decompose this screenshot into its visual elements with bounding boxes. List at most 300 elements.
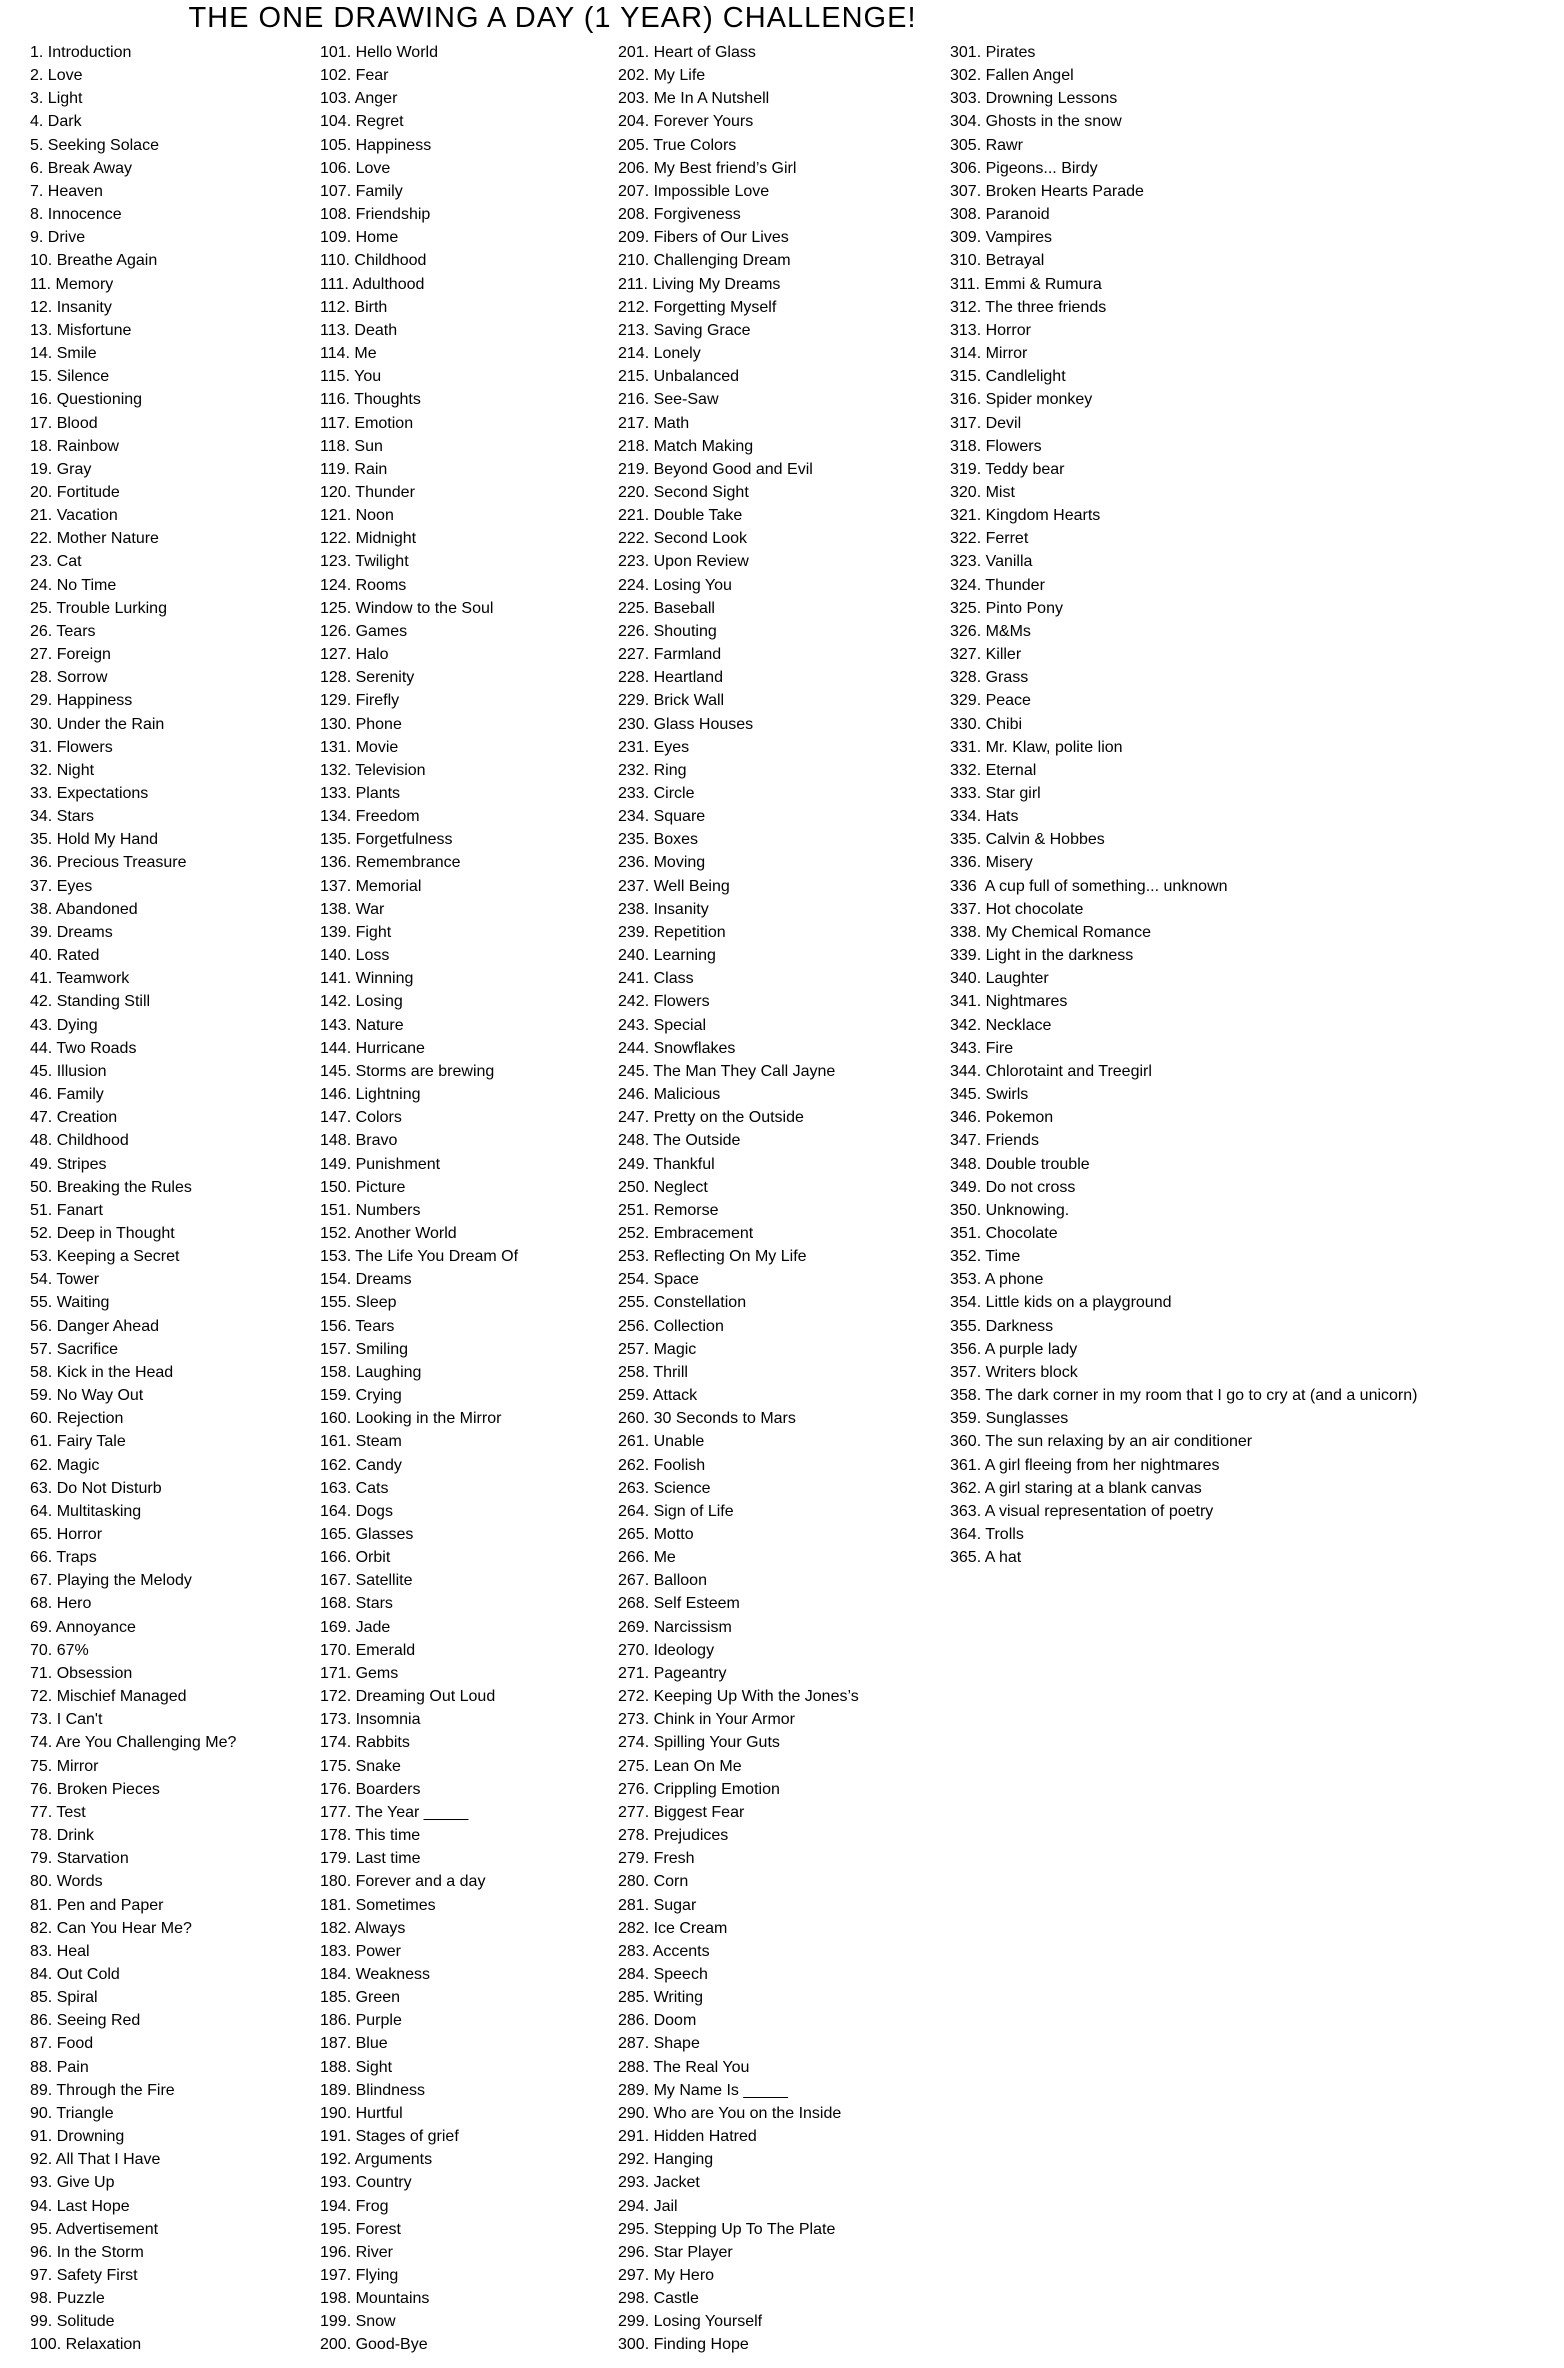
challenge-list-item: 211. Living My Dreams [618, 275, 781, 293]
challenge-list-item: 261. Unable [618, 1433, 705, 1451]
challenge-list-item: 156. Tears [320, 1317, 395, 1335]
challenge-list-item: 170. Emerald [320, 1641, 416, 1659]
challenge-list-item: 271. Pageantry [618, 1664, 727, 1682]
challenge-list-item: 58. Kick in the Head [30, 1363, 174, 1381]
challenge-list-item: 205. True Colors [618, 136, 737, 154]
challenge-list-item: 315. Candlelight [950, 368, 1066, 386]
challenge-list-item: 151. Numbers [320, 1201, 421, 1219]
challenge-list-item: 201. Heart of Glass [618, 44, 756, 61]
challenge-list-item: 248. The Outside [618, 1132, 741, 1150]
challenge-list-item: 12. Insanity [30, 298, 112, 316]
challenge-list-item: 28. Sorrow [30, 669, 108, 687]
challenge-list-item: 297. My Hero [618, 2267, 715, 2284]
challenge-list-item: 56. Danger Ahead [30, 1317, 159, 1335]
challenge-list-item: 110. Childhood [320, 252, 427, 270]
challenge-list-item: 312. The three friends [950, 298, 1107, 316]
challenge-list-item: 199. Snow [320, 2313, 396, 2331]
challenge-list-item: 144. Hurricane [320, 1039, 425, 1057]
challenge-list-item: 295. Stepping Up To The Plate [618, 2220, 836, 2238]
challenge-list-item: 24. No Time [30, 576, 117, 594]
challenge-list-item: 242. Flowers [618, 993, 710, 1011]
challenge-list-item: 292. Hanging [618, 2151, 714, 2169]
challenge-list-item: 258. Thrill [618, 1363, 688, 1381]
challenge-list-item: 251. Remorse [618, 1201, 719, 1219]
challenge-list-item: 102. Fear [320, 67, 389, 85]
challenge-list-item: 302. Fallen Angel [950, 67, 1074, 85]
challenge-list-item: 283. Accents [618, 1942, 710, 1960]
challenge-list-item: 274. Spilling Your Guts [618, 1734, 780, 1752]
challenge-list-item: 23. Cat [30, 553, 82, 571]
challenge-list-item: 314. Mirror [950, 345, 1028, 363]
challenge-list-item: 73. I Can't [30, 1711, 103, 1729]
challenge-list-item: 364. Trolls [950, 1526, 1024, 1543]
challenge-list-item: 161. Steam [320, 1433, 402, 1451]
challenge-list-item: 357. Writers block [950, 1363, 1078, 1381]
challenge-list-item: 280. Corn [618, 1873, 689, 1891]
challenge-list-item: 87. Food [30, 2035, 94, 2053]
challenge-list-item: 32. Night [30, 761, 95, 779]
challenge-list-item: 139. Fight [320, 923, 392, 941]
challenge-list-item: 63. Do Not Disturb [30, 1479, 162, 1497]
challenge-list-item: 140. Loss [320, 947, 390, 965]
challenge-list-item: 78. Drink [30, 1827, 95, 1845]
challenge-list-item: 318. Flowers [950, 437, 1042, 455]
challenge-list-item: 61. Fairy Tale [30, 1433, 126, 1451]
challenge-list-item: 186. Purple [320, 2012, 402, 2030]
challenge-list-item: 285. Writing [618, 1989, 704, 2007]
challenge-list-item: 79. Starvation [30, 1850, 129, 1868]
challenge-list-item: 131. Movie [320, 738, 399, 756]
challenge-list-item: 168. Stars [320, 1595, 393, 1613]
challenge-list-item: 335. Calvin & Hobbes [950, 831, 1105, 849]
page-title: THE ONE DRAWING A DAY (1 YEAR) CHALLENGE! [188, 2, 917, 34]
challenge-list-item: 356. A purple lady [950, 1340, 1078, 1358]
challenge-list-item: 294. Jail [618, 2197, 678, 2215]
challenge-list-item: 19. Gray [30, 460, 92, 478]
challenge-list-item: 76. Broken Pieces [30, 1780, 160, 1798]
challenge-list-item: 299. Losing Yourself [618, 2313, 763, 2331]
challenge-list-item: 342. Necklace [950, 1016, 1052, 1034]
challenge-list-item: 276. Crippling Emotion [618, 1780, 780, 1798]
challenge-list-item: 327. Killer [950, 646, 1022, 664]
challenge-list-item: 359. Sunglasses [950, 1410, 1069, 1428]
challenge-list-item: 239. Repetition [618, 923, 726, 941]
challenge-list-item: 216. See-Saw [618, 391, 719, 409]
challenge-list-item: 304. Ghosts in the snow [950, 113, 1122, 131]
challenge-list-item: 286. Doom [618, 2012, 697, 2030]
challenge-list-item: 95. Advertisement [30, 2220, 159, 2238]
challenge-list-item: 284. Speech [618, 1965, 708, 1983]
challenge-list-item: 331. Mr. Klaw, polite lion [950, 738, 1123, 756]
challenge-list-item: 313. Horror [950, 321, 1031, 339]
challenge-list-item: 339. Light in the darkness [950, 947, 1134, 965]
challenge-list-item: 31. Flowers [30, 738, 113, 756]
challenge-list-item: 195. Forest [320, 2220, 401, 2238]
challenge-list-item: 177. The Year _____ [320, 1803, 469, 1821]
challenge-list-item: 22. Mother Nature [30, 530, 159, 548]
challenge-list-item: 148. Bravo [320, 1132, 398, 1150]
challenge-list-item: 325. Pinto Pony [950, 599, 1063, 617]
challenge-column-3 [618, 41, 859, 2357]
challenge-list-item: 159. Crying [320, 1387, 402, 1405]
challenge-list-item: 171. Gems [320, 1664, 399, 1682]
challenge-list-item: 246. Malicious [618, 1086, 721, 1104]
challenge-list-item: 71. Obsession [30, 1664, 133, 1682]
challenge-list-item: 226. Shouting [618, 622, 717, 640]
challenge-list-item: 101. Hello World [320, 44, 438, 61]
challenge-list-item: 99. Solitude [30, 2313, 115, 2331]
challenge-list-item: 65. Horror [30, 1526, 103, 1543]
challenge-list-item: 158. Laughing [320, 1363, 422, 1381]
challenge-list-item: 262. Foolish [618, 1456, 706, 1474]
challenge-list-item: 83. Heal [30, 1942, 90, 1960]
challenge-list-item: 317. Devil [950, 414, 1022, 432]
challenge-list-item: 62. Magic [30, 1456, 100, 1474]
challenge-list-item: 278. Prejudices [618, 1827, 729, 1845]
challenge-list-item: 97. Safety First [30, 2267, 138, 2284]
challenge-list-item: 228. Heartland [618, 669, 723, 687]
challenge-list-item: 107. Family [320, 182, 403, 200]
challenge-list-item: 219. Beyond Good and Evil [618, 460, 813, 478]
challenge-list-item: 154. Dreams [320, 1271, 412, 1289]
challenge-list-item: 164. Dogs [320, 1502, 393, 1520]
challenge-list-item: 4. Dark [30, 113, 82, 131]
challenge-list-item: 176. Boarders [320, 1780, 421, 1798]
challenge-list-item: 197. Flying [320, 2267, 399, 2284]
challenge-list-item: 349. Do not cross [950, 1178, 1076, 1196]
challenge-list-item: 231. Eyes [618, 738, 690, 756]
challenge-list-item: 332. Eternal [950, 761, 1037, 779]
challenge-list-item: 319. Teddy bear [950, 460, 1065, 478]
challenge-list-item: 336 A cup full of something... unknown [950, 877, 1228, 895]
challenge-list-item: 6. Break Away [30, 159, 132, 177]
challenge-list-item: 60. Rejection [30, 1410, 124, 1428]
challenge-list-item: 93. Give Up [30, 2174, 115, 2192]
challenge-list-item: 224. Losing You [618, 576, 732, 594]
challenge-list-item: 115. You [320, 368, 382, 386]
challenge-list-item: 235. Boxes [618, 831, 699, 849]
challenge-list-item: 59. No Way Out [30, 1387, 144, 1405]
challenge-list-item: 200. Good-Bye [320, 2336, 428, 2354]
challenge-list-item: 136. Remembrance [320, 854, 461, 872]
challenge-list-item: 118. Sun [320, 437, 383, 455]
challenge-list-item: 150. Picture [320, 1178, 406, 1196]
challenge-list-item: 204. Forever Yours [618, 113, 754, 131]
challenge-list-item: 217. Math [618, 414, 690, 432]
challenge-list-item: 322. Ferret [950, 530, 1029, 548]
challenge-list-item: 208. Forgiveness [618, 206, 741, 224]
challenge-list-item: 11. Memory [30, 275, 114, 293]
challenge-list-item: 300. Finding Hope [618, 2336, 749, 2354]
challenge-list-item: 238. Insanity [618, 900, 709, 918]
challenge-list-item: 247. Pretty on the Outside [618, 1109, 804, 1127]
challenge-list-item: 35. Hold My Hand [30, 831, 159, 849]
challenge-list-item: 277. Biggest Fear [618, 1803, 745, 1821]
challenge-list-item: 111. Adulthood [320, 275, 425, 293]
challenge-list-item: 203. Me In A Nutshell [618, 90, 770, 108]
challenge-list-item: 270. Ideology [618, 1641, 715, 1659]
challenge-list-item: 267. Balloon [618, 1572, 707, 1590]
challenge-list-item: 263. Science [618, 1479, 711, 1497]
challenge-list-item: 275. Lean On Me [618, 1757, 742, 1775]
challenge-list-item: 49. Stripes [30, 1155, 107, 1173]
challenge-list-item: 17. Blood [30, 414, 98, 432]
challenge-list-item: 360. The sun relaxing by an air conditioner [950, 1433, 1253, 1451]
challenge-list-item: 152. Another World [320, 1224, 457, 1242]
challenge-list-item: 189. Blindness [320, 2081, 425, 2099]
challenge-list-item: 222. Second Look [618, 530, 747, 548]
challenge-list-item: 68. Hero [30, 1595, 92, 1613]
challenge-list-item: 48. Childhood [30, 1132, 129, 1150]
challenge-list-item: 352. Time [950, 1248, 1021, 1266]
challenge-list-item: 196. River [320, 2243, 393, 2261]
challenge-list-item: 84. Out Cold [30, 1965, 120, 1983]
challenge-list-item: 212. Forgetting Myself [618, 298, 777, 316]
challenge-list-item: 191. Stages of grief [320, 2128, 459, 2146]
challenge-list-item: 198. Mountains [320, 2290, 430, 2308]
challenge-list-item: 20. Fortitude [30, 483, 120, 501]
challenge-list-item: 114. Me [320, 345, 377, 363]
challenge-list-item: 132. Television [320, 761, 426, 779]
challenge-list-item: 94. Last Hope [30, 2197, 130, 2215]
challenge-list-item: 236. Moving [618, 854, 706, 872]
challenge-list-item: 82. Can You Hear Me? [30, 1919, 192, 1937]
challenge-list-item: 9. Drive [30, 229, 86, 247]
challenge-list-item: 223. Upon Review [618, 553, 749, 571]
challenge-list-item: 86. Seeing Red [30, 2012, 141, 2030]
challenge-list-item: 249. Thankful [618, 1155, 715, 1173]
challenge-list-item: 169. Jade [320, 1618, 391, 1636]
challenge-list-item: 184. Weakness [320, 1965, 430, 1983]
challenge-list-item: 180. Forever and a day [320, 1873, 486, 1891]
challenge-list-item: 138. War [320, 900, 385, 918]
challenge-list-item: 323. Vanilla [950, 553, 1033, 571]
challenge-list-item: 40. Rated [30, 947, 100, 965]
challenge-list-item: 74. Are You Challenging Me? [30, 1734, 237, 1752]
challenge-list-item: 126. Games [320, 622, 408, 640]
challenge-list-item: 291. Hidden Hatred [618, 2128, 757, 2146]
challenge-list-item: 45. Illusion [30, 1062, 107, 1080]
challenge-list-item: 167. Satellite [320, 1572, 413, 1590]
challenge-list-item: 213. Saving Grace [618, 321, 751, 339]
challenge-list-item: 174. Rabbits [320, 1734, 410, 1752]
challenge-list-item: 346. Pokemon [950, 1109, 1054, 1127]
challenge-list-item: 47. Creation [30, 1109, 118, 1127]
challenge-list-item: 272. Keeping Up With the Jones’s [618, 1688, 859, 1706]
challenge-list-item: 179. Last time [320, 1850, 421, 1868]
challenge-list-item: 21. Vacation [30, 507, 118, 525]
challenge-list-item: 309. Vampires [950, 229, 1052, 247]
challenge-list-item: 72. Mischief Managed [30, 1688, 187, 1706]
challenge-list-item: 273. Chink in Your Armor [618, 1711, 795, 1729]
challenge-list-item: 321. Kingdom Hearts [950, 507, 1101, 525]
challenge-list-item: 36. Precious Treasure [30, 854, 187, 872]
challenge-list-item: 355. Darkness [950, 1317, 1054, 1335]
challenge-list-item: 3. Light [30, 90, 83, 108]
challenge-list-item: 306. Pigeons... Birdy [950, 159, 1098, 177]
challenge-list-item: 345. Swirls [950, 1086, 1029, 1104]
challenge-list-item: 53. Keeping a Secret [30, 1248, 180, 1266]
challenge-list-item: 25. Trouble Lurking [30, 599, 167, 617]
challenge-list-item: 188. Sight [320, 2058, 393, 2076]
challenge-list-item: 298. Castle [618, 2290, 699, 2308]
challenge-list-item: 106. Love [320, 159, 391, 177]
challenge-list-item: 290. Who are You on the Inside [618, 2104, 842, 2122]
challenge-list-item: 307. Broken Hearts Parade [950, 182, 1144, 200]
challenge-list-item: 288. The Real You [618, 2058, 750, 2076]
challenge-list-item: 182. Always [320, 1919, 406, 1937]
challenge-list-item: 338. My Chemical Romance [950, 923, 1151, 941]
challenge-list-item: 362. A girl staring at a blank canvas [950, 1479, 1202, 1497]
challenge-list-item: 220. Second Sight [618, 483, 749, 501]
challenge-list-item: 185. Green [320, 1989, 401, 2007]
challenge-list-item: 296. Star Player [618, 2243, 733, 2261]
challenge-list-item: 234. Square [618, 808, 706, 826]
challenge-list-item: 293. Jacket [618, 2174, 700, 2192]
challenge-list-item: 353. A phone [950, 1271, 1044, 1289]
challenge-list-item: 130. Phone [320, 715, 402, 733]
challenge-list-item: 70. 67% [30, 1641, 89, 1659]
challenge-list-item: 29. Happiness [30, 692, 133, 710]
challenge-list-item: 334. Hats [950, 808, 1019, 826]
challenge-list-item: 141. Winning [320, 970, 414, 988]
challenge-list-item: 50. Breaking the Rules [30, 1178, 192, 1196]
challenge-list-item: 133. Plants [320, 785, 401, 802]
challenge-list-item: 363. A visual representation of poetry [950, 1502, 1214, 1520]
challenge-list-item: 301. Pirates [950, 44, 1036, 61]
challenge-list-item: 348. Double trouble [950, 1155, 1090, 1173]
challenge-list-item: 105. Happiness [320, 136, 432, 154]
challenge-list-item: 122. Midnight [320, 530, 417, 548]
challenge-list-item: 254. Space [618, 1271, 699, 1289]
challenge-list-item: 162. Candy [320, 1456, 402, 1474]
challenge-list-item: 77. Test [30, 1803, 86, 1821]
challenge-list-item: 16. Questioning [30, 391, 143, 409]
challenge-list-item: 27. Foreign [30, 646, 111, 664]
challenge-list-item: 324. Thunder [950, 576, 1045, 594]
challenge-list-item: 98. Puzzle [30, 2290, 105, 2308]
challenge-list-item: 365. A hat [950, 1549, 1022, 1567]
challenge-list-item: 137. Memorial [320, 877, 422, 895]
challenge-list-item: 230. Glass Houses [618, 715, 754, 733]
challenge-list-item: 282. Ice Cream [618, 1919, 728, 1937]
challenge-list-item: 38. Abandoned [30, 900, 138, 918]
challenge-list-item: 259. Attack [618, 1387, 698, 1405]
challenge-list-item: 257. Magic [618, 1340, 697, 1358]
challenge-list-item: 193. Country [320, 2174, 412, 2192]
challenge-list-item: 210. Challenging Dream [618, 252, 791, 270]
challenge-list-item: 129. Firefly [320, 692, 400, 710]
challenge-list-item: 113. Death [320, 321, 398, 339]
challenge-column-1 [30, 41, 236, 2357]
challenge-list-item: 41. Teamwork [30, 970, 130, 988]
challenge-list-item: 1. Introduction [30, 44, 132, 61]
challenge-list-item: 202. My Life [618, 67, 706, 85]
challenge-list-item: 253. Reflecting On My Life [618, 1248, 807, 1266]
challenge-list-item: 207. Impossible Love [618, 182, 770, 200]
challenge-list-item: 279. Fresh [618, 1850, 695, 1868]
challenge-list-item: 244. Snowflakes [618, 1039, 736, 1057]
challenge-list-item: 112. Birth [320, 298, 388, 316]
challenge-list-item: 30. Under the Rain [30, 715, 165, 733]
challenge-list-item: 153. The Life You Dream Of [320, 1248, 519, 1266]
challenge-list-item: 233. Circle [618, 785, 695, 802]
challenge-list-item: 155. Sleep [320, 1294, 397, 1312]
challenge-list-item: 206. My Best friend’s Girl [618, 159, 797, 177]
challenge-list-item: 308. Paranoid [950, 206, 1050, 224]
challenge-list-item: 181. Sometimes [320, 1896, 436, 1914]
challenge-list-item: 264. Sign of Life [618, 1502, 734, 1520]
challenge-column-2 [320, 41, 518, 2357]
challenge-list-item: 85. Spiral [30, 1989, 98, 2007]
challenge-list-item: 57. Sacrifice [30, 1340, 119, 1358]
challenge-list-item: 123. Twilight [320, 553, 409, 571]
challenge-list-item: 344. Chlorotaint and Treegirl [950, 1062, 1152, 1080]
challenge-list-item: 320. Mist [950, 483, 1015, 501]
challenge-list-item: 109. Home [320, 229, 399, 247]
challenge-list-item: 26. Tears [30, 622, 96, 640]
challenge-list-item: 328. Grass [950, 669, 1029, 687]
challenge-list-item: 5. Seeking Solace [30, 136, 159, 154]
challenge-list-item: 146. Lightning [320, 1086, 421, 1104]
challenge-list-item: 187. Blue [320, 2035, 388, 2053]
challenge-list-item: 166. Orbit [320, 1549, 391, 1567]
challenge-list-item: 350. Unknowing. [950, 1201, 1070, 1219]
challenge-list-item: 160. Looking in the Mirror [320, 1410, 502, 1428]
challenge-list-item: 173. Insomnia [320, 1711, 421, 1729]
challenge-list-item: 329. Peace [950, 692, 1031, 710]
challenge-list-item: 69. Annoyance [30, 1618, 136, 1636]
challenge-list-item: 103. Anger [320, 90, 398, 108]
challenge-list-item: 358. The dark corner in my room that I go to cry at (and a unicorn) [950, 1387, 1418, 1405]
challenge-list-item: 361. A girl fleeing from her nightmares [950, 1456, 1220, 1474]
challenge-list-item: 7. Heaven [30, 182, 103, 200]
challenge-list-item: 51. Fanart [30, 1201, 103, 1219]
challenge-list-item: 250. Neglect [618, 1178, 708, 1196]
challenge-list-item: 92. All That I Have [30, 2151, 161, 2169]
challenge-list-item: 225. Baseball [618, 599, 715, 617]
challenge-list-item: 18. Rainbow [30, 437, 119, 455]
challenge-list-item: 64. Multitasking [30, 1502, 142, 1520]
challenge-list-item: 326. M&Ms [950, 622, 1031, 640]
challenge-list-item: 119. Rain [320, 460, 388, 478]
challenge-list-item: 10. Breathe Again [30, 252, 158, 270]
challenge-list-item: 232. Ring [618, 761, 687, 779]
challenge-list-item: 245. The Man They Call Jayne [618, 1062, 836, 1080]
challenge-list-item: 135. Forgetfulness [320, 831, 453, 849]
challenge-list-item: 190. Hurtful [320, 2104, 403, 2122]
challenge-list-item: 14. Smile [30, 345, 97, 363]
challenge-list-item: 240. Learning [618, 947, 716, 965]
challenge-list-item: 268. Self Esteem [618, 1595, 740, 1613]
challenge-list-item: 117. Emotion [320, 414, 414, 432]
challenge-list-item: 124. Rooms [320, 576, 407, 594]
challenge-list-item: 241. Class [618, 970, 694, 988]
challenge-list-item: 221. Double Take [618, 507, 743, 525]
challenge-list-item: 104. Regret [320, 113, 404, 131]
challenge-list-item: 269. Narcissism [618, 1618, 732, 1636]
challenge-list-item: 147. Colors [320, 1109, 402, 1127]
challenge-list-item: 256. Collection [618, 1317, 724, 1335]
challenge-list-item: 52. Deep in Thought [30, 1224, 175, 1242]
challenge-list-item: 142. Losing [320, 993, 403, 1011]
challenge-list-item: 316. Spider monkey [950, 391, 1093, 409]
challenge-list-item: 214. Lonely [618, 345, 701, 363]
challenge-list-item: 81. Pen and Paper [30, 1896, 164, 1914]
challenge-list-item: 341. Nightmares [950, 993, 1068, 1011]
challenge-list-item: 125. Window to the Soul [320, 599, 494, 617]
challenge-list-item: 178. This time [320, 1827, 421, 1845]
